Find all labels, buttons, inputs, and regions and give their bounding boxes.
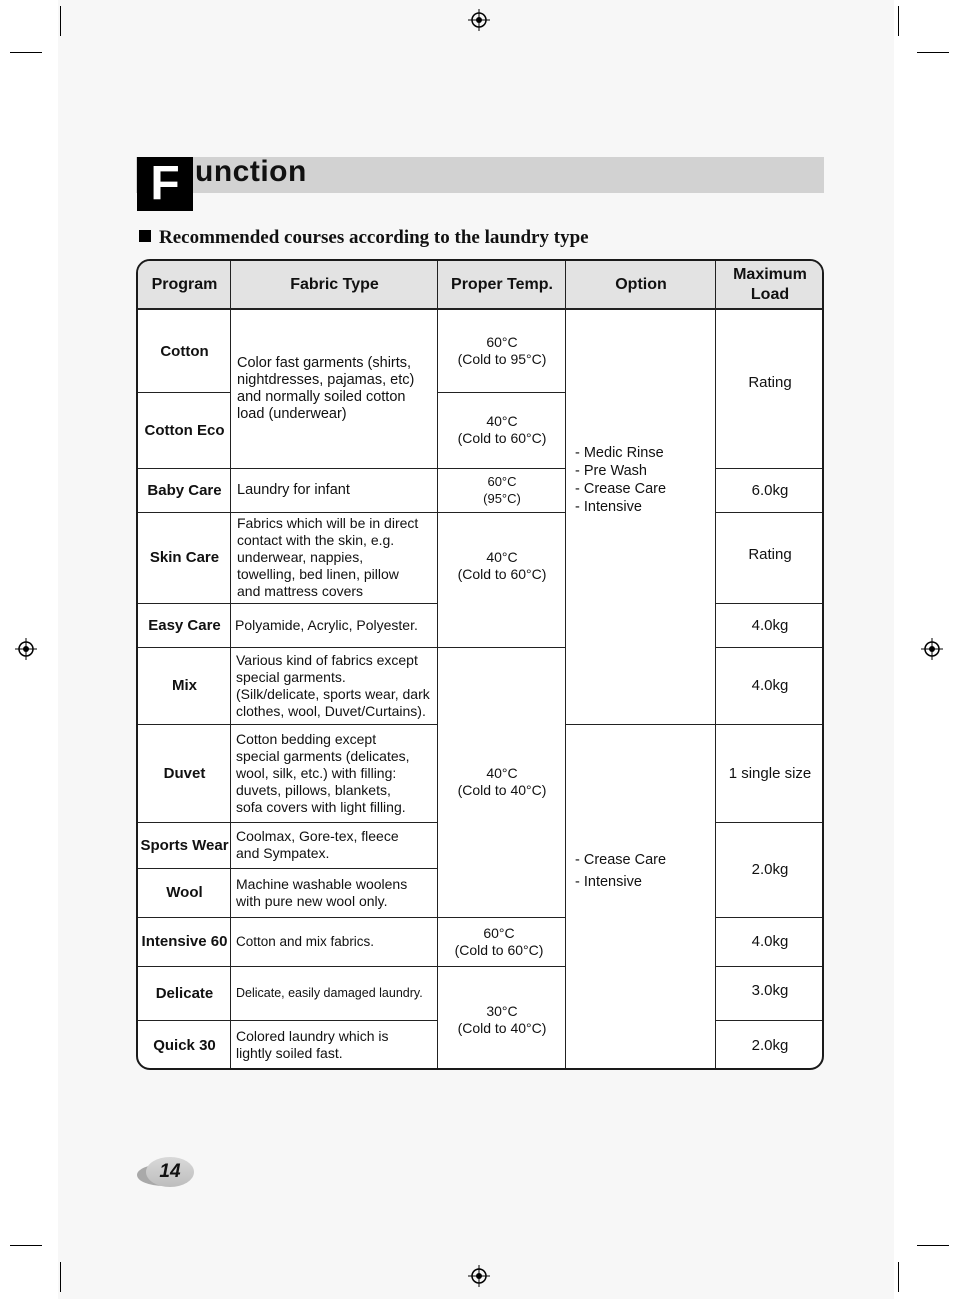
- option-item: - Intensive: [575, 874, 642, 890]
- fabric-line: clothes, wool, Duvet/Curtains).: [236, 702, 426, 719]
- grid-line: [716, 822, 824, 823]
- grid-line: [565, 261, 566, 1070]
- grid-line: [566, 724, 824, 725]
- crop-mark: [917, 52, 949, 53]
- crop-mark: [60, 6, 61, 36]
- grid-line: [716, 512, 824, 513]
- temp-value: 40°C: [486, 413, 518, 429]
- fabric-line: Coolmax, Gore-tex, fleece: [236, 828, 399, 844]
- section-title-text: Recommended courses according to the laundry type: [159, 227, 589, 248]
- program-quick-30: Quick 30: [153, 1036, 216, 1054]
- program-mix: Mix: [171, 677, 197, 694]
- fabric-line: load (underwear): [237, 406, 347, 422]
- grid-line: [138, 392, 231, 393]
- grid-line: [138, 966, 566, 967]
- program-baby-care: Baby Care: [147, 481, 222, 499]
- fabric-line: underwear, nappies,: [237, 549, 364, 565]
- fabric-line: special garments.: [236, 668, 346, 685]
- program-wool: Wool: [166, 884, 203, 901]
- fabric-line: (Silk/delicate, sports wear, dark: [236, 685, 430, 702]
- temp-range: (Cold to 60°C): [454, 941, 544, 958]
- grid-line: [138, 1020, 438, 1021]
- temp-value: 40°C: [486, 765, 518, 781]
- temp-cotton-eco: [438, 392, 566, 468]
- page-number: 14: [146, 1157, 194, 1187]
- option-item: - Crease Care: [575, 852, 667, 868]
- header-load-line2: Load: [750, 285, 790, 303]
- load-mix: 4.0kg: [751, 677, 789, 694]
- fabric-line: special garments (delicates,: [236, 747, 410, 764]
- temp-value: 60°C: [487, 474, 517, 489]
- program-duvet: Duvet: [163, 764, 206, 782]
- load-skin-care: Rating: [748, 546, 792, 563]
- temp-skin-easy-care: [438, 512, 566, 647]
- grid-line: [138, 512, 566, 513]
- grid-line: [437, 261, 438, 1070]
- fabric-line: Machine washable woolens: [236, 875, 408, 892]
- registration-mark-icon: [15, 638, 37, 660]
- fabric-delicate: Delicate, easily damaged laundry.: [236, 985, 423, 1000]
- grid-line: [716, 966, 824, 967]
- fabric-line: towelling, bed linen, pillow: [237, 566, 399, 582]
- fabric-line: and Sympatex.: [236, 845, 330, 861]
- fabric-mix: [231, 647, 438, 724]
- option-group-2: [566, 724, 716, 1070]
- load-sports-wool: 2.0kg: [751, 861, 789, 878]
- temp-value: 60°C: [486, 334, 518, 350]
- fabric-line: and normally soiled cotton: [237, 389, 406, 405]
- fabric-easy-care: Polyamide, Acrylic, Polyester.: [235, 616, 418, 633]
- program-sports-wear: Sports Wear: [140, 836, 229, 854]
- program-delicate: Delicate: [155, 984, 214, 1002]
- fabric-line: Color fast garments (shirts,: [237, 355, 412, 371]
- fabric-line: Cotton bedding except: [236, 730, 377, 747]
- header-load-line1: Maximum: [733, 265, 807, 283]
- temp-range: (95°C): [483, 491, 521, 506]
- registration-mark-icon: [468, 9, 490, 31]
- temp-baby-care: [438, 468, 566, 512]
- program-intensive-60: Intensive 60: [141, 933, 228, 950]
- crop-mark: [60, 1262, 61, 1292]
- load-baby-care: 6.0kg: [751, 481, 789, 499]
- header-divider: [138, 308, 824, 310]
- fabric-line: wool, silk, etc.) with filling:: [236, 764, 397, 781]
- crop-mark: [898, 1262, 899, 1292]
- fabric-intensive-60: Cotton and mix fabrics.: [236, 934, 375, 949]
- fabric-sports-wear: [231, 822, 438, 868]
- grid-line: [138, 724, 438, 725]
- grid-line: [138, 468, 438, 469]
- option-item: - Pre Wash: [575, 463, 647, 479]
- header-proper-temp: Proper Temp.: [451, 275, 553, 293]
- header-maximum-load: [716, 261, 824, 308]
- fabric-line: Fabrics which will be in direct: [237, 515, 419, 531]
- grid-line: [716, 647, 824, 648]
- header-fabric-type: Fabric Type: [290, 275, 379, 293]
- fabric-line: with pure new wool only.: [236, 892, 388, 909]
- temp-range: (Cold to 60°C): [457, 565, 547, 582]
- fabric-wool: [231, 868, 438, 917]
- option-item: - Crease Care: [575, 481, 667, 497]
- grid-line: [138, 647, 566, 648]
- header-program: Program: [151, 275, 218, 293]
- load-duvet: 1 single size: [728, 764, 812, 782]
- grid-line: [138, 917, 566, 918]
- fabric-line: nightdresses, pajamas, etc): [237, 372, 415, 388]
- load-quick-30: 2.0kg: [751, 1036, 789, 1054]
- grid-line: [716, 917, 824, 918]
- fabric-line: and mattress covers: [237, 583, 364, 599]
- grid-line: [138, 868, 438, 869]
- grid-line: [438, 392, 566, 393]
- header-option: Option: [615, 275, 667, 293]
- grid-line: [138, 603, 438, 604]
- section-title: [139, 227, 589, 249]
- crop-mark: [898, 6, 899, 36]
- grid-line: [438, 468, 566, 469]
- temp-value: 40°C: [486, 548, 518, 565]
- temp-range: (Cold to 40°C): [457, 782, 547, 798]
- crop-mark: [10, 52, 42, 53]
- registration-mark-icon: [921, 638, 943, 660]
- program-easy-care: Easy Care: [148, 616, 221, 634]
- crop-mark: [917, 1245, 949, 1246]
- fabric-line: lightly soiled fast.: [236, 1045, 343, 1061]
- grid-line: [138, 822, 438, 823]
- fabric-baby-care: Laundry for infant: [237, 481, 350, 498]
- fabric-line: sofa covers with light filling.: [236, 798, 406, 815]
- fabric-quick-30: [231, 1020, 438, 1070]
- crop-mark: [10, 1245, 42, 1246]
- load-cotton: Rating: [748, 373, 792, 391]
- fabric-cotton: [231, 310, 438, 468]
- fabric-skin-care: [231, 512, 438, 603]
- program-cotton-eco: Cotton Eco: [144, 421, 225, 439]
- temp-range: (Cold to 60°C): [457, 430, 547, 446]
- fabric-line: contact with the skin, e.g.: [237, 532, 395, 548]
- load-delicate: 3.0kg: [751, 981, 789, 999]
- program-skin-care: Skin Care: [149, 549, 220, 566]
- grid-line: [716, 1020, 824, 1021]
- option-item: - Intensive: [575, 499, 642, 515]
- temp-range: (Cold to 40°C): [457, 1020, 547, 1036]
- option-item: - Medic Rinse: [575, 445, 664, 461]
- page-title: unction: [195, 155, 307, 188]
- fabric-line: duvets, pillows, blankets,: [236, 781, 391, 798]
- program-cotton: Cotton: [160, 342, 209, 360]
- temp-range: (Cold to 95°C): [457, 351, 547, 367]
- programs-table: [136, 259, 824, 1070]
- bullet-square-icon: [139, 230, 151, 242]
- fabric-duvet: [231, 724, 438, 822]
- grid-line: [716, 603, 824, 604]
- grid-line: [716, 468, 824, 469]
- option-group-1: [566, 310, 716, 724]
- fabric-line: Colored laundry which is: [236, 1028, 389, 1044]
- load-easy-care: 4.0kg: [751, 616, 789, 634]
- temp-intensive-60: [438, 917, 560, 966]
- fabric-line: Various kind of fabrics except: [236, 651, 418, 668]
- header-initial: F: [137, 157, 193, 211]
- grid-line: [230, 261, 231, 1070]
- grid-line: [715, 261, 716, 1070]
- load-intensive-60: 4.0kg: [751, 933, 789, 950]
- registration-mark-icon: [468, 1265, 490, 1287]
- temp-delicate-quick: [438, 966, 566, 1070]
- temp-value: 60°C: [483, 924, 515, 941]
- temp-cotton: [438, 310, 566, 392]
- temp-value: 30°C: [486, 1003, 518, 1019]
- temp-mix-to-wool: [438, 647, 566, 917]
